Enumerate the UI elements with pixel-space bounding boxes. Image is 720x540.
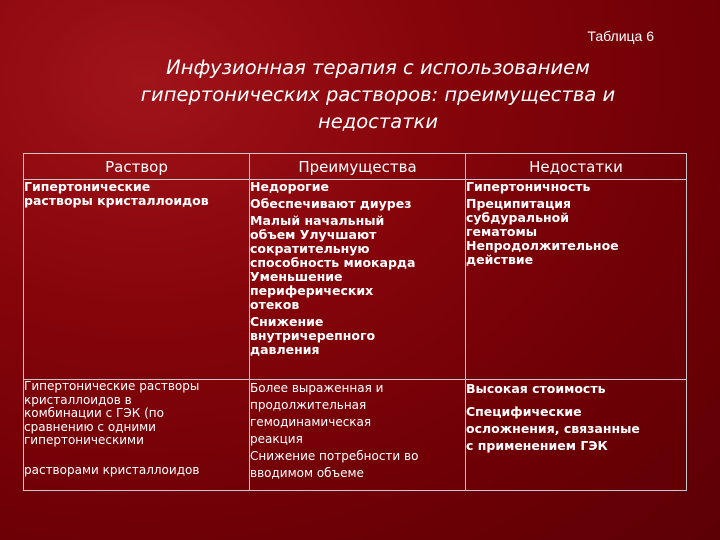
cell-line: растворы кристаллоидов — [24, 193, 209, 208]
cell-line: внутричерепного — [250, 328, 376, 343]
header-disadvantages: Недостатки — [466, 154, 687, 180]
cell-line: Гипертонические растворы — [24, 379, 200, 393]
cell-line: Снижение — [250, 314, 324, 329]
cell-line: гипертоническими — [24, 433, 144, 447]
cell-line: Уменьшение — [250, 269, 343, 284]
cell-advantages — [250, 380, 466, 491]
cell-line: способность миокарда — [250, 255, 416, 270]
cell-line: растворами кристаллоидов — [24, 462, 200, 477]
cell-line: Снижение потребности во — [250, 449, 419, 463]
cell-line: Непродолжительное — [466, 238, 619, 253]
cell-line: сократительную — [250, 241, 370, 256]
table-row — [24, 180, 687, 380]
cell-disadvantages — [466, 380, 687, 491]
cell-line: Специфические — [466, 404, 582, 419]
cell-line: вводимом объеме — [250, 466, 364, 480]
cell-line: с применением ГЭК — [466, 438, 608, 453]
cell-line: кристаллоидов в — [24, 392, 132, 407]
cell-line: отеков — [250, 297, 300, 312]
cell-line: гематомы — [466, 224, 538, 239]
cell-line: продолжительная — [250, 398, 367, 412]
title-line: недостатки — [318, 110, 438, 133]
cell-line: объем Улучшают — [250, 227, 377, 242]
cell-advantages — [250, 180, 466, 380]
cell-line: Гипертонические — [24, 179, 151, 194]
cell-line: комбинации с ГЭК (по — [24, 406, 164, 420]
infusion-comparison-table — [23, 153, 687, 491]
header-solution: Раствор — [24, 154, 250, 180]
cell-solution — [24, 380, 250, 491]
cell-line: субдуральной — [466, 210, 569, 225]
cell-line: реакция — [250, 432, 303, 446]
title-line: гипертонических растворов: преимущества и — [140, 83, 616, 106]
cell-line: осложнения, связанные — [466, 421, 640, 436]
table-header-row — [24, 154, 687, 180]
table-row — [24, 380, 687, 491]
cell-line: давления — [250, 342, 320, 357]
cell-line: Более выраженная и — [250, 381, 384, 395]
cell-line: гемодинамическая — [250, 415, 372, 429]
cell-line: периферических — [250, 283, 374, 298]
cell-disadvantages — [466, 180, 687, 380]
cell-line: Высокая стоимость — [466, 381, 606, 396]
cell-solution — [24, 180, 250, 380]
cell-line: Гипертоничность — [466, 179, 591, 194]
table-number-label: Таблица 6 — [587, 28, 654, 44]
cell-line: Недорогие — [250, 179, 329, 194]
cell-line: действие — [466, 252, 534, 267]
cell-line: Преципитация — [466, 196, 572, 211]
cell-line: Малый начальный — [250, 213, 385, 228]
slide-title — [108, 54, 648, 135]
header-advantages: Преимущества — [250, 154, 466, 180]
title-line: Инфузионная терапия с использованием — [166, 56, 590, 79]
cell-line: сравнению с одними — [24, 419, 156, 434]
cell-line: Обеспечивают диурез — [250, 196, 412, 211]
